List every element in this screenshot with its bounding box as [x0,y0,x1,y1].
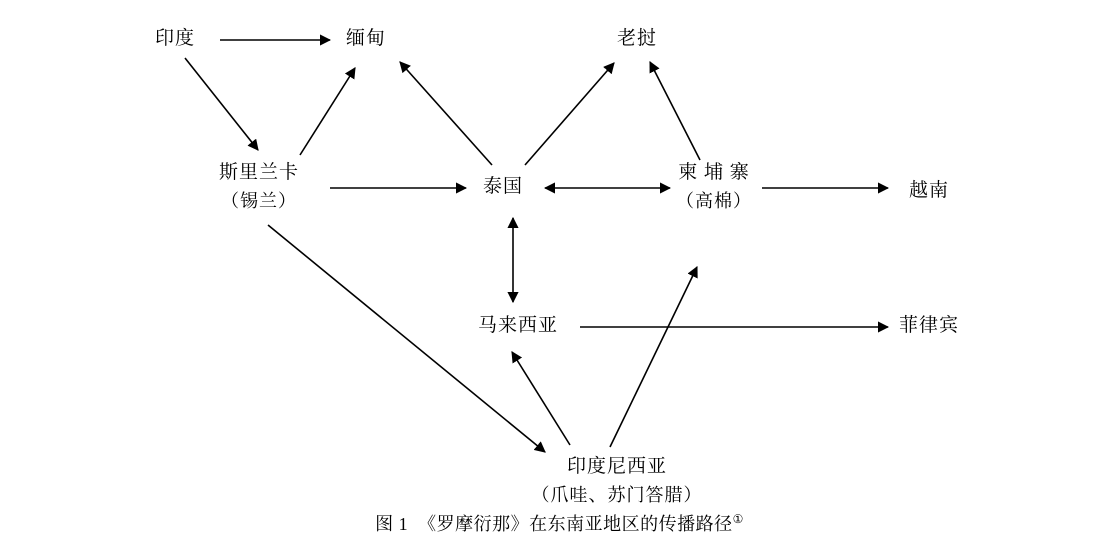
node-vietnam-label: 越南 [908,180,949,201]
edge-thailand-myanmar [400,62,492,165]
node-myanmar [326,25,406,53]
node-philippines-label: 菲律宾 [898,315,959,336]
node-cambodia-label: 柬 埔 寨 [678,162,750,183]
figure-caption-prefix: 图 1 [375,514,409,534]
node-philippines [879,312,979,340]
node-india [135,25,215,53]
node-india-label: 印度 [154,28,195,49]
node-laos [597,25,677,53]
node-malaysia-label: 马来西亚 [477,315,558,336]
node-vietnam [889,177,969,205]
edge-cambodia-laos [650,62,700,160]
node-laos-label: 老挝 [616,28,657,49]
node-srilanka [189,159,329,215]
node-myanmar-label: 缅甸 [345,28,386,49]
edge-indonesia-malaysia [512,352,570,445]
node-srilanka-label: 斯里兰卡 [218,162,299,183]
node-cambodia [644,159,784,215]
node-indonesia-label: 印度尼西亚 [566,456,667,477]
edge-thailand-laos [525,63,614,165]
edge-india-srilanka [185,58,258,150]
figure-caption-note: ① [732,512,744,526]
node-thailand [463,173,543,201]
figure-caption [0,510,1119,536]
node-malaysia [448,312,588,340]
node-cambodia-label-alt: （高棉） [676,191,752,211]
node-srilanka-label-alt: （锡兰） [221,191,297,211]
edge-indonesia-cambodia [610,267,697,447]
node-thailand-label: 泰国 [482,176,523,197]
node-indonesia-label-alt: （爪哇、苏门答腊） [531,485,703,505]
node-indonesia [497,453,737,509]
figure-caption-text: 《罗摩衍那》在东南亚地区的传播路径 [418,514,733,534]
edge-srilanka-myanmar [300,68,355,155]
